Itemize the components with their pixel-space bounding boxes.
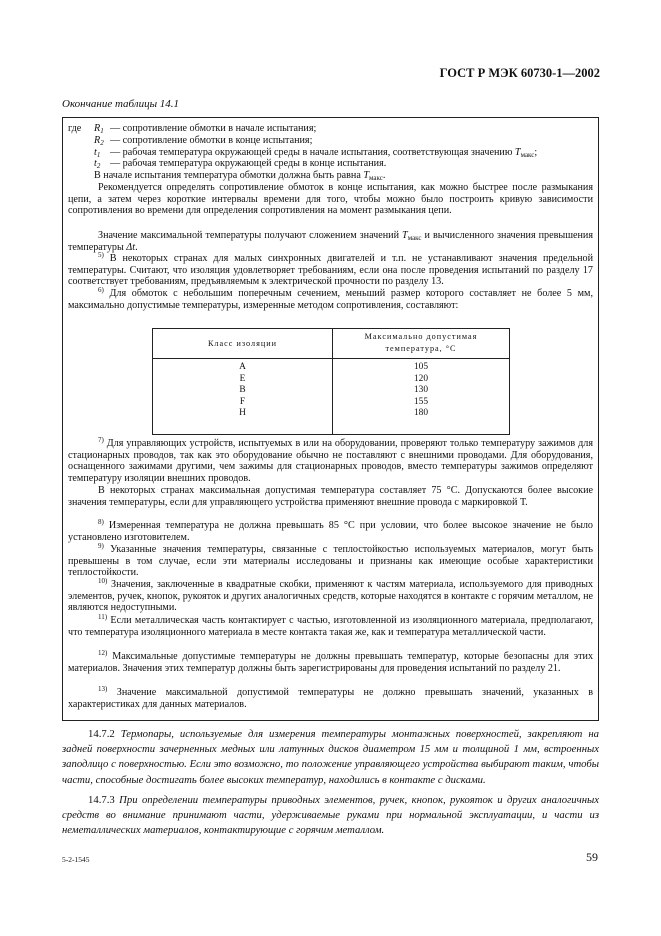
footnote-9: $^{9)}$ Указанные значения температуры, связанные с теплостойкостью используемых материалов, могут быть превышены в том случае, если эти материалы исследованы и признаны как имеющие особые характеристики теплостойкости. — [68, 542, 593, 579]
footnote-5: $^{5)}$ В некоторых странах для малых синхронных двигателей и т.п. не устанавливают значения предельной температуры. Считают, что изоляция удовлетворяет требованиям, если она после проведения испытаний по разделу 17 соответствует требованиям, предъявляемым к электрической прочности по разделу 13. — [68, 251, 594, 288]
legend-r2: $R_2$ — сопротивление обмотки в конце испытания; — [94, 134, 313, 147]
temp-cell: 105 — [413, 362, 429, 372]
class-cell: H — [239, 408, 246, 418]
section-text: Термопары, используемые для измерения температуры монтажных поверхностей, закрепляют на задней поверхности зачерненных медных или латунных дисков диаметром 15 мм и толщиной 1 мм, встроенных заподлицо с поверхностью. Если это возможно, то положение управляющего устройства выбирают таким, чтобы части, способные достигать более высоких температур, находились в контакте с дисками. — [62, 728, 600, 786]
where-label: где — [68, 123, 82, 134]
table-continuation-caption: Окончание таблицы 14.1 — [62, 98, 180, 110]
footnote-10: $^{10)}$ Значения, заключенные в квадратные скобки, применяют к частям материала, используемого для приводных элементов, ручек, кнопок, рукояток и других аналогичных средств, которые находятся в контакте с горячим металлом, не являются недоступными. — [68, 577, 594, 614]
insulation-class-column — [153, 362, 332, 420]
section-text: При определении температуры приводных элементов, ручек, кнопок, рукояток и других аналогичных средств во внимание принимают части, удерживаемые руками при нормальной эксплуатации, и части из неметаллических материалов, контактирующие с горячим металлом. — [62, 794, 600, 837]
standard-header: ГОСТ Р МЭК 60730-1—2002 — [439, 66, 600, 80]
section-14-7-3 — [62, 793, 599, 839]
footnote-13: $^{13)}$ Значение максимальной допустимой температуры не должно превышать значений, указанных в характеристиках для данных материалов. — [68, 685, 594, 710]
class-cell: E — [239, 373, 246, 384]
class-cell: A — [239, 362, 246, 372]
legend-t2: $t_2$ — рабочая температура окружающей среды в конце испытания. — [94, 158, 387, 171]
temp-cell: 130 — [413, 385, 429, 395]
footnote-8: $^{8)}$ Измеренная температура не должна превышать 85 °С при условии, что более высокое значение не было установлено изготовителем. — [68, 518, 593, 543]
footnote-12: $^{12)}$ Максимальные допустимые температуры не должны превышать температур, которые безопасны для этих материалов. Значения этих температур должны быть зарегистрированы для проведения испытаний по разделу 21. — [68, 649, 594, 674]
insulation-class-header: Класс изоляции — [207, 339, 278, 348]
max-temp-header: Максимально допустимая температура, °С — [364, 332, 478, 353]
section-14-7-2 — [62, 727, 599, 788]
footnote-7-continued: В некоторых странах максимальная допустимая температура составляет 75 °С. Допускаются более высокие значения температуры, если для управляющего устройства применяют внешние провода с маркировкой Т. — [68, 485, 593, 508]
footnote-11: $^{11)}$ Если металлическая часть контактирует с частью, изготовленной из изоляционного материала, предполагают, что температура изоляционного материала в месте контакта такая же, как и температура металлической части. — [68, 613, 594, 638]
class-cell: F — [239, 396, 246, 407]
legend-r1: где $R_1$ — сопротивление обмотки в начале испытания; — [68, 123, 317, 135]
temp-cell: 155 — [413, 396, 429, 407]
footnote-7: $^{7)}$ Для управляющих устройств, испытуемых в или на оборудовании, проверяют только температуру зажимов для стационарных проводов, так как это оборудование обычно не поставляют с внешними проводами. Для оборудования, оснащенного зажимами другими, чем зажимы для стационарных проводов, вместо температуры зажимов определяют температуру изоляции внешних проводов. — [68, 436, 593, 484]
note-recommendation: Рекомендуется определять сопротивление обмоток в конце испытания, как можно быстрее после размыкания цепи, а затем через короткие интервалы времени для того, чтобы можно было построить кривую зависимости сопротивления во времени для определения сопротивления на момент размыкания цепи. — [68, 182, 593, 217]
section-number: 14.7.3 — [88, 794, 115, 806]
legend-start-temp: В начале испытания температура обмотки должна быть равна $T_{макс}$. — [94, 170, 386, 183]
print-code: 5-2-1545 — [62, 855, 90, 864]
temp-cell: 180 — [413, 408, 429, 418]
page-number: 59 — [586, 850, 598, 864]
legend-t1: $t_1$ — рабочая температура окружающей среды в начале испытания, соответствующая значению $T_{макс}$; — [94, 146, 538, 159]
table-footnotes-frame — [62, 117, 599, 721]
footnote-6: $^{6)}$ Для обмоток с небольшим поперечным сечением, меньший размер которого составляет не более 5 мм, максимально допустимые температуры, измеренные методом сопротивления, составляют: — [68, 286, 593, 311]
section-number: 14.7.2 — [88, 728, 115, 740]
class-cell: B — [239, 385, 246, 395]
note-max-temperature: Значение максимальной температуры получают сложением значений $T_{макс}$ и вычисленного значения превышения температуры Δt. — [68, 230, 593, 253]
insulation-class-table — [152, 328, 510, 435]
temp-cell: 120 — [413, 373, 429, 384]
variable-legend — [68, 123, 593, 182]
max-temp-column — [333, 362, 509, 420]
